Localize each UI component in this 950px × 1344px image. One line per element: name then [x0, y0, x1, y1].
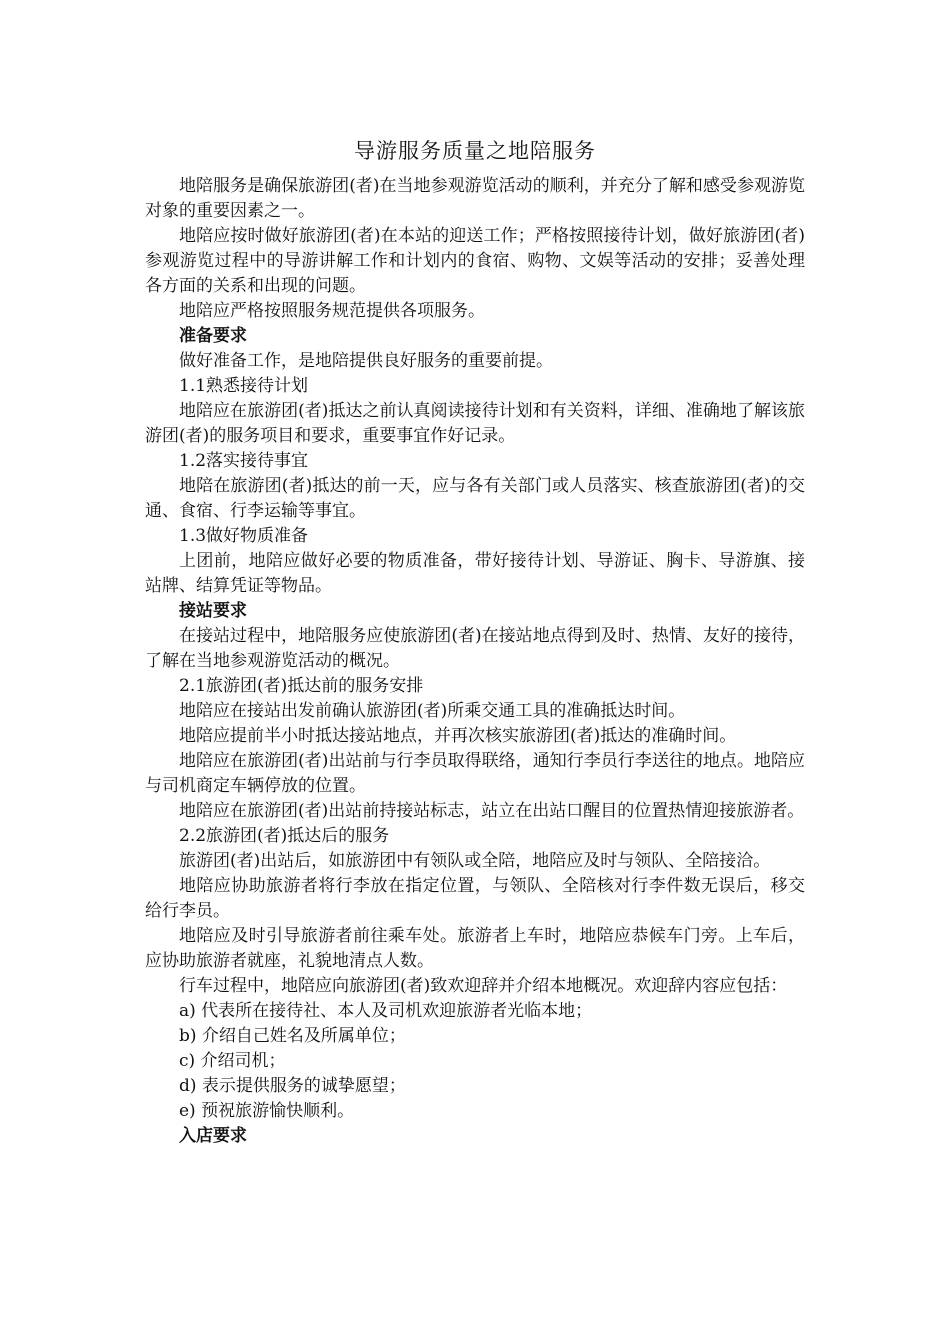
paragraph: 地陪应提前半小时抵达接站地点，并再次核实旅游团(者)抵达的准确时间。 [179, 726, 737, 746]
list-item: a) 代表所在接待社、本人及司机欢迎旅游者光临本地； [179, 1001, 593, 1021]
subsection-heading: 1.1熟悉接待计划 [179, 376, 309, 396]
list-item: c) 介绍司机； [179, 1051, 286, 1071]
list-item: d) 表示提供服务的诚挚愿望； [179, 1076, 406, 1096]
paragraph: 做好准备工作，是地陪提供良好服务的重要前提。 [179, 351, 553, 371]
section-heading: 接站要求 [179, 601, 247, 621]
section-heading: 入店要求 [179, 1126, 247, 1146]
paragraph: 地陪服务是确保旅游团(者)在当地参观游览活动的顺利，并充分了解和感受参观游览对象的重要因素之一。 [145, 176, 805, 221]
paragraph: 地陪应在旅游团(者)出站前与行李员取得联络，通知行李员行李送往的地点。地陪应与司机商定车辆停放的位置。 [145, 751, 805, 796]
paragraph: 在接站过程中，地陪服务应使旅游团(者)在接站地点得到及时、热情、友好的接待，了解在当地参观游览活动的概况。 [145, 626, 805, 671]
document-title: 导游服务质量之地陪服务 [354, 139, 596, 163]
subsection-heading: 1.3做好物质准备 [179, 526, 309, 546]
paragraph: 地陪应在旅游团(者)出站前持接站标志，站立在出站口醒目的位置热情迎接旅游者。 [179, 801, 805, 821]
paragraph: 地陪应严格按照服务规范提供各项服务。 [179, 301, 485, 321]
paragraph: 地陪应协助旅游者将行李放在指定位置，与领队、全陪核对行李件数无误后，移交给行李员。 [145, 876, 805, 921]
paragraph: 地陪在旅游团(者)抵达的前一天，应与各有关部门或人员落实、核查旅游团(者)的交通、食宿、行李运输等事宜。 [145, 476, 805, 521]
paragraph: 地陪应及时引导旅游者前往乘车处。旅游者上车时，地陪应恭候车门旁。上车后，应协助旅游者就座，礼貌地清点人数。 [145, 926, 805, 971]
subsection-heading: 2.2旅游团(者)抵达后的服务 [179, 826, 390, 846]
document-body [145, 174, 805, 1149]
paragraph: 旅游团(者)出站后，如旅游团中有领队或全陪，地陪应及时与领队、全陪接洽。 [179, 851, 771, 871]
section-heading: 准备要求 [179, 326, 247, 346]
paragraph: 地陪应按时做好旅游团(者)在本站的迎送工作；严格按照接待计划，做好旅游团(者)参观游览过程中的导游讲解工作和计划内的食宿、购物、文娱等活动的安排；妥善处理各方面的关系和出现的问题。 [145, 226, 805, 296]
list-item: e) 预祝旅游愉快顺利。 [179, 1101, 355, 1121]
paragraph: 地陪应在旅游团(者)抵达之前认真阅读接待计划和有关资料，详细、准确地了解该旅游团(者)的服务项目和要求，重要事宜作好记录。 [145, 401, 805, 446]
paragraph: 上团前，地陪应做好必要的物质准备，带好接待计划、导游证、胸卡、导游旗、接站牌、结算凭证等物品。 [145, 551, 805, 596]
subsection-heading: 2.1旅游团(者)抵达前的服务安排 [179, 676, 424, 696]
paragraph: 行车过程中，地陪应向旅游团(者)致欢迎辞并介绍本地概况。欢迎辞内容应包括： [179, 976, 788, 996]
list-item: b) 介绍自己姓名及所属单位； [179, 1026, 406, 1046]
subsection-heading: 1.2落实接待事宜 [179, 451, 309, 471]
paragraph: 地陪应在接站出发前确认旅游团(者)所乘交通工具的准确抵达时间。 [179, 701, 686, 721]
